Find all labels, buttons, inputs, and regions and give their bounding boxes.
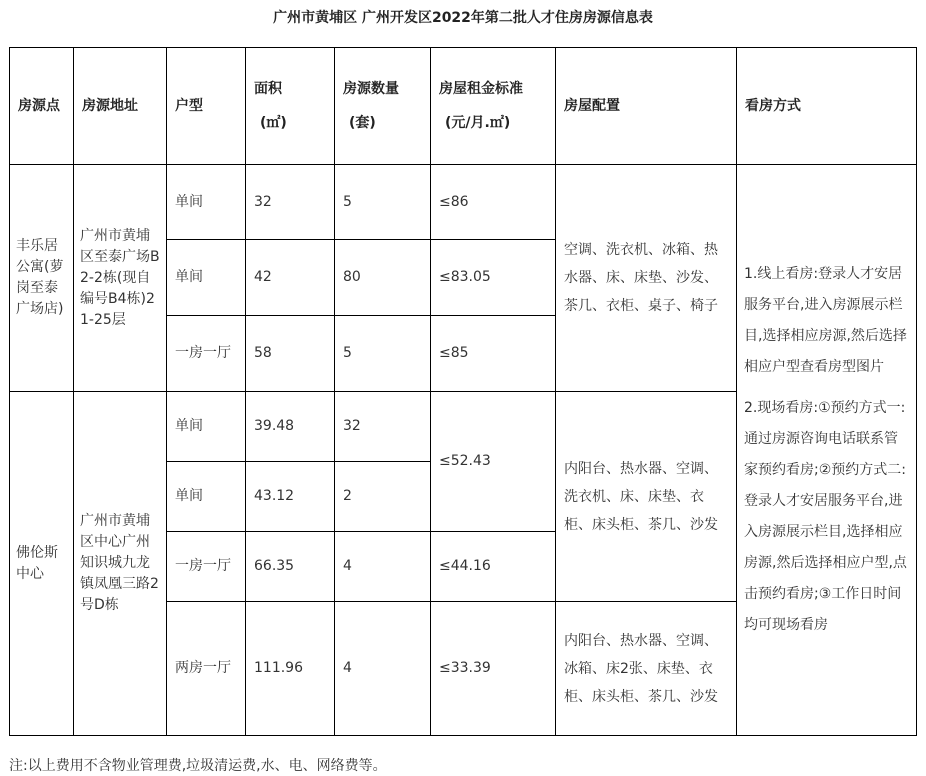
header-type: 户型 [167, 48, 246, 165]
viewing-method-cell [737, 165, 917, 736]
viewing-onsite: 2.现场看房:①预约方式一:通过房源咨询电话联系管家预约看房;②预约方式二:登录人才安居服务平台,进入房源展示栏目,选择相应房源,然后选择相应户型,点击预约看房;③工作日时间均可现场看房 [744, 400, 907, 633]
header-area [246, 48, 335, 165]
type-cell: 一房一厅 [167, 316, 246, 392]
header-address: 房源地址 [74, 48, 167, 165]
area-cell: 42 [246, 240, 335, 316]
area-cell: 43.12 [246, 462, 335, 532]
rent-cell: ≤85 [431, 316, 556, 392]
header-viewing: 看房方式 [737, 48, 917, 165]
type-cell: 单间 [167, 462, 246, 532]
count-cell: 4 [335, 602, 431, 736]
area-cell: 39.48 [246, 392, 335, 462]
features-cell: 内阳台、热水器、空调、洗衣机、床、床垫、衣柜、床头柜、茶几、沙发 [556, 392, 737, 602]
header-count [335, 48, 431, 165]
features-cell: 内阳台、热水器、空调、冰箱、床2张、床垫、衣柜、床头柜、茶几、沙发 [556, 602, 737, 736]
viewing-online: 1.线上看房:登录人才安居服务平台,进入房源展示栏目,选择相应房源,然后选择相应户型查看房型图片 [744, 266, 907, 375]
type-cell: 单间 [167, 392, 246, 462]
document-title: 广州市黄埔区 广州开发区2022年第二批人才住房房源信息表 [273, 10, 653, 26]
count-cell: 5 [335, 316, 431, 392]
rent-cell: ≤44.16 [431, 532, 556, 602]
header-row [10, 48, 917, 165]
features-cell: 空调、洗衣机、冰箱、热水器、床、床垫、沙发、茶几、衣柜、桌子、椅子 [556, 165, 737, 392]
rent-cell: ≤86 [431, 165, 556, 240]
rent-cell: ≤33.39 [431, 602, 556, 736]
rent-cell: ≤83.05 [431, 240, 556, 316]
header-rent [431, 48, 556, 165]
header-station: 房源点 [10, 48, 74, 165]
housing-info-table [9, 47, 917, 736]
count-cell: 32 [335, 392, 431, 462]
area-cell: 111.96 [246, 602, 335, 736]
footnote: 注:以上费用不含物业管理费,垃圾清运费,水、电、网络费等。 [9, 758, 387, 774]
station-cell: 佛伦斯中心 [10, 392, 74, 736]
header-area-line1: 面积 [254, 80, 282, 97]
header-rent-line1: 房屋租金标准 [439, 80, 523, 97]
type-cell: 两房一厅 [167, 602, 246, 736]
type-cell: 一房一厅 [167, 532, 246, 602]
address-cell: 广州市黄埔区至泰广场B2-2栋(现自编号B4栋)21-25层 [74, 165, 167, 392]
count-cell: 2 [335, 462, 431, 532]
rent-cell: ≤52.43 [431, 392, 556, 532]
type-cell: 单间 [167, 240, 246, 316]
header-count-line1: 房源数量 [343, 80, 399, 97]
count-cell: 80 [335, 240, 431, 316]
station-cell: 丰乐居公寓(萝岗至泰广场店) [10, 165, 74, 392]
area-cell: 58 [246, 316, 335, 392]
table-row [10, 165, 917, 240]
header-area-unit: (㎡) [260, 114, 287, 131]
count-cell: 5 [335, 165, 431, 240]
header-count-unit: (套) [349, 114, 376, 131]
area-cell: 66.35 [246, 532, 335, 602]
header-features: 房屋配置 [556, 48, 737, 165]
type-cell: 单间 [167, 165, 246, 240]
area-cell: 32 [246, 165, 335, 240]
count-cell: 4 [335, 532, 431, 602]
header-rent-unit: (元/月.㎡) [445, 114, 511, 131]
address-cell: 广州市黄埔区中心广州知识城九龙镇凤凰三路2号D栋 [74, 392, 167, 736]
